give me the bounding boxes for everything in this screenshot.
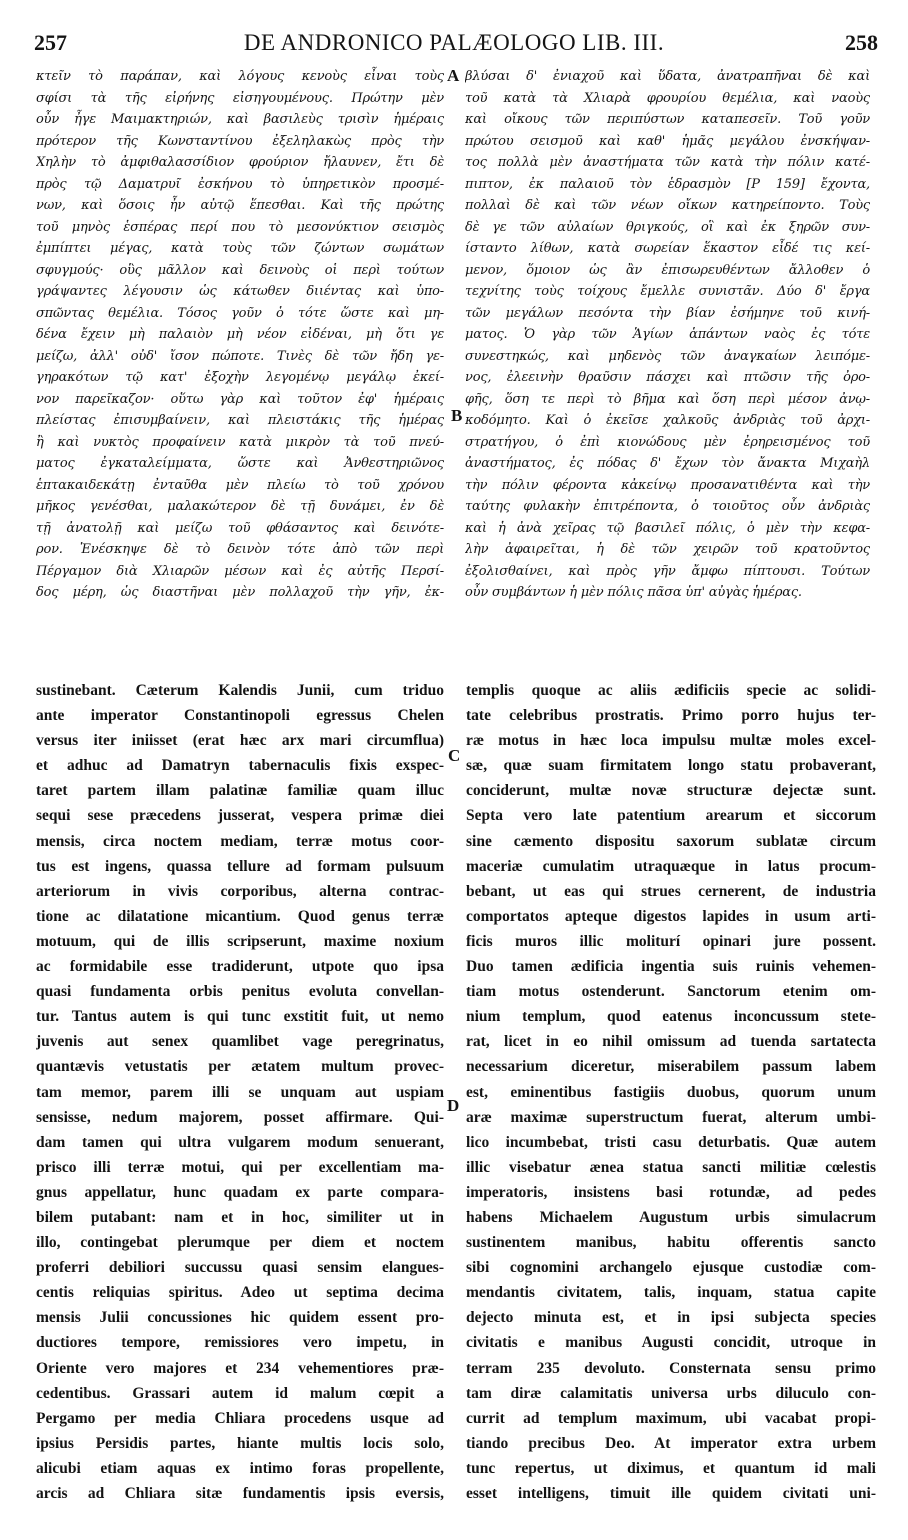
text-line: νον παρεῖκαζον· οὕτω γὰρ καὶ τοῦτον ἐφ' ἡμέραις — [36, 391, 444, 407]
text-line: centis reliquias spiritus. Adeo ut septima decima — [36, 1284, 444, 1302]
text-line: ficis muros illic moliturí opinari jure possent. — [466, 932, 876, 950]
text-line: ἀναστήματος, ἐς πόδας δ' ἔχων τὸν ἄνακτα Μιχαὴλ — [465, 456, 870, 471]
text-line: ἢ καὶ νυκτὸς προφαίνειν κατὰ μικρὸν τὰ τοῦ πνεύ- — [36, 434, 444, 450]
text-line: tam memor, parem illi se unquam aut uspiam — [36, 1083, 444, 1101]
text-line: γηρακότων τῷ κατ' ἐξοχὴν λεγομένῳ μεγάλῳ ἐκεί- — [36, 370, 444, 385]
text-line: τῶν μεγάλων πεσόντα τὴν βίαν ἐσήμηνε τοῦ κινή- — [465, 305, 870, 321]
text-line: μείζω, ἀλλ' οὐδ' ἴσον πώποτε. Τινὲς δὲ τῶν ἤδη γε- — [36, 348, 444, 364]
running-header — [0, 30, 908, 60]
latin-text-right-column — [466, 678, 876, 1506]
text-line: συνεστηκώς, καὶ μηδενὸς τῶν ἀναγκαίων λειπόμε- — [465, 348, 870, 364]
text-line: rat, licet in eo nihil omissum ad tuenda sartatecta — [466, 1033, 876, 1051]
text-line: νων, καὶ ὅσοις ἦν αὐτῷ ἕπεσθαι. Καὶ τῆς πρώτης — [36, 198, 444, 213]
text-line: Oriente vero majores et 234 vehementiores præ- — [36, 1359, 444, 1377]
text-line: taret partem illam palatinæ familiæ quam illuc — [36, 782, 444, 800]
text-line: sæ, quæ suam firmitatem longo statu probaverant, — [466, 757, 876, 775]
text-line: imperatoris, insistens basi rotundæ, ad pedes — [466, 1183, 876, 1201]
text-line: tate celebribus prostratis. Primo porro hujus ter- — [466, 707, 876, 725]
text-line: Septa vero late patentium arearum et siccorum — [466, 807, 876, 825]
text-line: tiando precibus Deo. At imperator extra urbem — [466, 1434, 876, 1452]
text-line: ματος ἐγκαταλείμματα, ὥστε καὶ Ἀνθεστηριῶνος — [36, 456, 444, 471]
text-line: στρατήγου, ὁ ἐπὶ κιονώδους μὲν ἐρηρεισμένος τοῦ — [465, 434, 870, 450]
running-title: DE ANDRONICO PALÆOLOGO LIB. III. — [243, 30, 665, 55]
text-line: tiam motus ostenderunt. Sanctorum etenim om- — [466, 983, 876, 1001]
text-line: τοῦ κατὰ τὰ Χλιαρὰ φρουρίου θεμέλια, καὶ ναοὺς — [465, 90, 870, 106]
text-line: motuum, qui de illis scripserunt, maxime noxium — [36, 932, 444, 950]
text-line: sensisse, nedum majorem, posset affirmare. Qui- — [36, 1108, 444, 1126]
text-line: juvenis aut senex quamlibet vage peregrinatus, — [36, 1033, 444, 1051]
text-line: κοδόμητο. Καὶ ὁ ἐκεῖσε χαλκοῦς ἀνδριὰς τοῦ ἀρχι- — [465, 413, 870, 428]
text-line: nium templum, quod eatenus inconcussum stete- — [466, 1008, 876, 1026]
text-line: alicubi etiam aquas ex intimo foras propellente, — [36, 1459, 444, 1477]
text-line: γράψαντες λέγουσιν ὡς κάτωθεν διιέντας καὶ ὑπο- — [36, 284, 444, 299]
text-line: illo, contingebat plerumque per diem et noctem — [36, 1234, 444, 1252]
text-line: sibi cognomini archangelo ejusque custodiæ com- — [466, 1259, 876, 1277]
text-line: bilem putabant: nam et in hoc, similiter ut in — [36, 1208, 444, 1226]
text-line: sequi sese præcedens jusserat, vespera primæ diei — [36, 807, 444, 825]
text-line: arteriorum in vivis corporibus, alterna contrac- — [36, 882, 444, 900]
text-line: proferri debiliori succussu quasi sensim elangues- — [36, 1259, 444, 1277]
text-line: τῇ ἀνατολῇ καὶ μείζω τοῦ φθάσαντος καὶ δεινότε- — [36, 520, 444, 536]
text-line: versus iter iniisset (erat hæc arx mari circumflua) — [36, 732, 444, 750]
text-line: κτεῖν τὸ παράπαν, καὶ λόγους κενοὺς εἶναι τοὺς — [36, 69, 444, 84]
text-line: terram 235 devoluto. Consternata sensu primo — [466, 1359, 876, 1377]
text-line: λὴν ἀφαιρεῖται, ἡ δὲ τῶν χειρῶν τοῦ κρατοῦντος — [465, 542, 870, 557]
text-line: ἐμπίπτει μέγας, κατὰ τοὺς τῶν ζώντων σωμάτων — [36, 241, 444, 256]
text-line: Duo tamen ædificia ingentia suis ruinis vehemen- — [466, 958, 876, 976]
text-line: ρον. Ἐνέσκηψε δὲ τὸ δεινὸν τότε ἀπὸ τῶν περὶ — [36, 542, 444, 557]
text-line: τοῦ μηνὸς ἑσπέρας περί που τὸ μεσονύκτιον σεισμὸς — [36, 219, 444, 235]
text-line: δὲ γε τῶν αὐλαίων θριγκούς, οἳ καὶ ἐκ ξηρῶν συν- — [465, 219, 870, 235]
section-marker-c: C — [448, 746, 461, 765]
text-line: πρὸς τῷ Δαματρυῖ ἐσκήνου τὸ ὑπηρετικὸν προσμέ- — [36, 176, 444, 192]
page-number-left: 257 — [34, 30, 67, 55]
text-line: ταύτης φυλακὴν ἐπιτρέποντα, ὁ τοιοῦτος οὖν ἀνδριὰς — [465, 499, 870, 514]
greek-text-left-column — [36, 66, 444, 604]
text-line: templis quoque ac aliis ædificiis specie ac solidi- — [466, 682, 876, 699]
section-marker-d: D — [447, 1096, 460, 1115]
page-number-right: 258 — [845, 30, 878, 55]
greek-text-right-column — [465, 66, 870, 604]
text-line: esset intelligens, timuit ille quidem civitati uni- — [466, 1485, 876, 1502]
text-line: νος, ἐλεεινὴν θραῦσιν πάσχει καὶ πτῶσιν τῆς ὀρο- — [465, 370, 870, 385]
text-line: conciderunt, multæ novæ structuræ dejectæ sunt. — [466, 782, 876, 800]
text-line: ἐξολισθαίνει, καὶ πρὸς γῆν ἄμφω πίπτουσι. Τούτων — [465, 563, 870, 579]
section-marker-a: A — [447, 66, 460, 85]
text-line: σπῶντας θεμέλια. Τόσος γοῦν ὁ τότε ὥστε καὶ μη- — [36, 305, 444, 321]
text-line: οὖν ἦγε Μαιμακτηριών, καὶ βασιλεὺς τρισὶν ἡμέραις — [36, 112, 444, 127]
text-line: sine cæmento dispositu saxorum sublatæ circum — [466, 832, 876, 850]
text-line: Χηλὴν τὸ ἀμφιθαλασσίδιον φρούριον ἤλαυνεν, ἔτι δὲ — [36, 155, 444, 170]
text-line: arcis ad Chliara sitæ fundamentis ipsis eversis, — [36, 1485, 444, 1502]
text-line: tam diræ calamitatis universa urbs diluculo con- — [466, 1384, 876, 1402]
text-line: ματος. Ὁ γὰρ τῶν Ἁγίων ἁπάντων ναὸς ἐς τότε — [465, 327, 870, 342]
text-line: τος πολλὰ μὲν ἀναστήματα τῶν κατὰ τὴν πόλιν κατέ- — [465, 155, 870, 170]
text-line: aræ maximæ superstructum fuerat, alterum umbi- — [466, 1108, 876, 1126]
text-line: tus est ingens, quassa tellure ad formam pulsuum — [36, 857, 444, 875]
text-line: δος μέρη, ὡς διαστῆναι μὲν πολλαχοῦ τὴν γῆν, ἐκ- — [36, 585, 444, 600]
text-line: maceriæ cumulatim utraquæque in latus procum- — [466, 857, 876, 875]
text-line: lico incumbebat, tristi casu deturbatis. Quæ autem — [466, 1133, 876, 1151]
text-line: dejecto minuta est, et in ipsi subjecta species — [466, 1309, 876, 1327]
text-line: comportatos apteque digestos lapides in usum arti- — [466, 907, 876, 925]
text-line: dam tamen qui ultra vulgarem modum senuerant, — [36, 1133, 444, 1151]
text-line: οὖν συμβάντων ἡ μὲν πόλις πᾶσα ὑπ' αὐγὰς ἡμέρας. — [465, 585, 802, 600]
text-line: necessarium diceretur, miserabilem passum labem — [466, 1058, 876, 1076]
text-line: currit ad templum maximum, ubi vacabat propi- — [466, 1409, 876, 1427]
text-line: πλείστας ἐπισυμβαίνειν, καὶ πλειστάκις τῆς ἡμέρας — [36, 413, 444, 428]
text-line: civitatis e manibus Augusti concidit, utroque in — [466, 1334, 876, 1352]
text-line: prisco illi terræ motui, qui per excellentiam ma- — [36, 1158, 444, 1176]
text-line: sustinentem manibus, habitu offerentis sancto — [466, 1234, 876, 1252]
text-line: ἑπτακαιδεκάτῃ ἐνταῦθα μὲν πλείω τὸ τοῦ χρόνου — [36, 477, 444, 493]
text-line: ίσταντο λίθων, κατὰ σωρείαν ἕκαστον εἶδέ τις κεί- — [465, 241, 870, 256]
section-marker-b: B — [451, 406, 463, 425]
text-line: πρότερον τῆς Κωνσταντίνου ἐξεληλακὼς πρὸς τὴν — [36, 133, 444, 149]
text-line: habens Michaelem Augustum urbis simulacrum — [466, 1208, 876, 1226]
text-line: Pergamo per media Chliara procedens usque ad — [36, 1409, 444, 1427]
text-line: illic visebatur ænea statua sancti militiæ cœlestis — [466, 1158, 876, 1176]
text-line: τὴν πόλιν φέροντα κἀκείνῳ προσανατιθέντα καὶ τὴν — [465, 477, 870, 493]
text-line: quantævis vetustatis per ætatem multum provec- — [36, 1058, 444, 1076]
text-line: ductiores tempore, remissiores vero impetu, in — [36, 1334, 444, 1352]
text-line: πιπτον, ἐκ παλαιοῦ τὸν ἑδρασμὸν [P 159] ἔχοντα, — [465, 176, 870, 192]
text-line: μῆκος γενέσθαι, μαλακώτερον δὲ τῇ δυνάμει, ἐν δὲ — [36, 499, 444, 514]
text-line: Πέργαμον διὰ Χλιαρῶν μέσων καὶ ἐς αὐτῆς Περσί- — [36, 563, 444, 579]
text-line: mensis, circa noctem mediam, terræ motus coor- — [36, 832, 444, 850]
text-line: σφυγμούς· οὓς μᾶλλον καὶ δεινοὺς οἱ περὶ τούτων — [36, 262, 444, 278]
text-line: τεχνίτης τοὺς τοίχους ἔμελλε συνιστᾶν. Δύο δ' ἔργα — [465, 284, 870, 299]
text-line: est, eminentibus fastigiis duobus, quorum unum — [466, 1083, 876, 1101]
text-line: φῆς, ὅση τε περὶ τὸ βῆμα καὶ ὅση περὶ μέσον ἀνῳ- — [465, 391, 870, 407]
text-line: ac formidabile esse tradiderunt, utpote quo ipsa — [36, 958, 444, 976]
text-line: ante imperator Constantinopoli egressus Chelen — [36, 707, 444, 725]
text-line: ipsius Persidis partes, hiante multis locis solo, — [36, 1434, 444, 1452]
text-line: mensis Julii concussiones hic quidem essent pro- — [36, 1309, 444, 1327]
text-line: καὶ οἴκους τῶν περιπύστων καταπεσεῖν. Τοῦ γοῦν — [465, 112, 870, 127]
text-line: tunc repertus, ut diximus, et quantum id mali — [466, 1459, 876, 1477]
text-line: ræ motus in hæc loca impulsu multæ moles excel- — [466, 732, 876, 750]
text-line: bebant, ut eas qui strues cernerent, de industria — [466, 882, 876, 900]
text-line: et adhuc ad Damatryn tabernaculis fixis exspec- — [36, 757, 444, 775]
text-line: πρώτου σεισμοῦ καὶ καθ' ἡμᾶς μεγάλου ἐνσκήψαν- — [465, 133, 870, 149]
text-line: βλύσαι δ' ἐνιαχοῦ καὶ ὕδατα, ἀνατραπῆναι δὲ καὶ — [465, 69, 870, 84]
text-line: δένα ἔχειν μὴ παλαιὸν μὴ νέον εἰδέναι, μὴ ὅτι γε — [36, 327, 444, 342]
text-line: πολλαὶ δὲ καὶ τῶν νέων οἴκων κατηρείποντο. Τοὺς — [465, 198, 870, 213]
text-line: mendantis civitatem, talis, inquam, statua capite — [466, 1284, 876, 1302]
text-line: quasi fundamenta orbis penitus evoluta convellan- — [36, 983, 444, 1001]
text-line: tione ac dilatatione micantium. Quod genus terræ — [36, 907, 444, 925]
latin-text-left-column — [36, 678, 444, 1506]
text-line: καὶ ἡ ἀνὰ χεῖρας τῷ βασιλεῖ πόλις, ὁ μὲν τὴν κεφα- — [465, 520, 870, 536]
text-line: μενον, ὅμοιον ὡς ἂν ἐπισωρευθέντων ἄλλοθεν ὁ — [465, 262, 870, 278]
text-line: tur. Tantus autem is qui tunc exstitit fuit, ut nemo — [36, 1008, 444, 1026]
text-line: σφίσι τὰ τῆς εἰρήνης εἰσηγουμένους. Πρώτην μὲν — [36, 90, 444, 106]
text-line: sustinebant. Cæterum Kalendis Junii, cum triduo — [36, 682, 444, 699]
text-line: gnus appellatur, hunc quadam ex parte compara- — [36, 1183, 444, 1201]
text-line: cedentibus. Grassari autem id malum cœpit a — [36, 1384, 444, 1402]
